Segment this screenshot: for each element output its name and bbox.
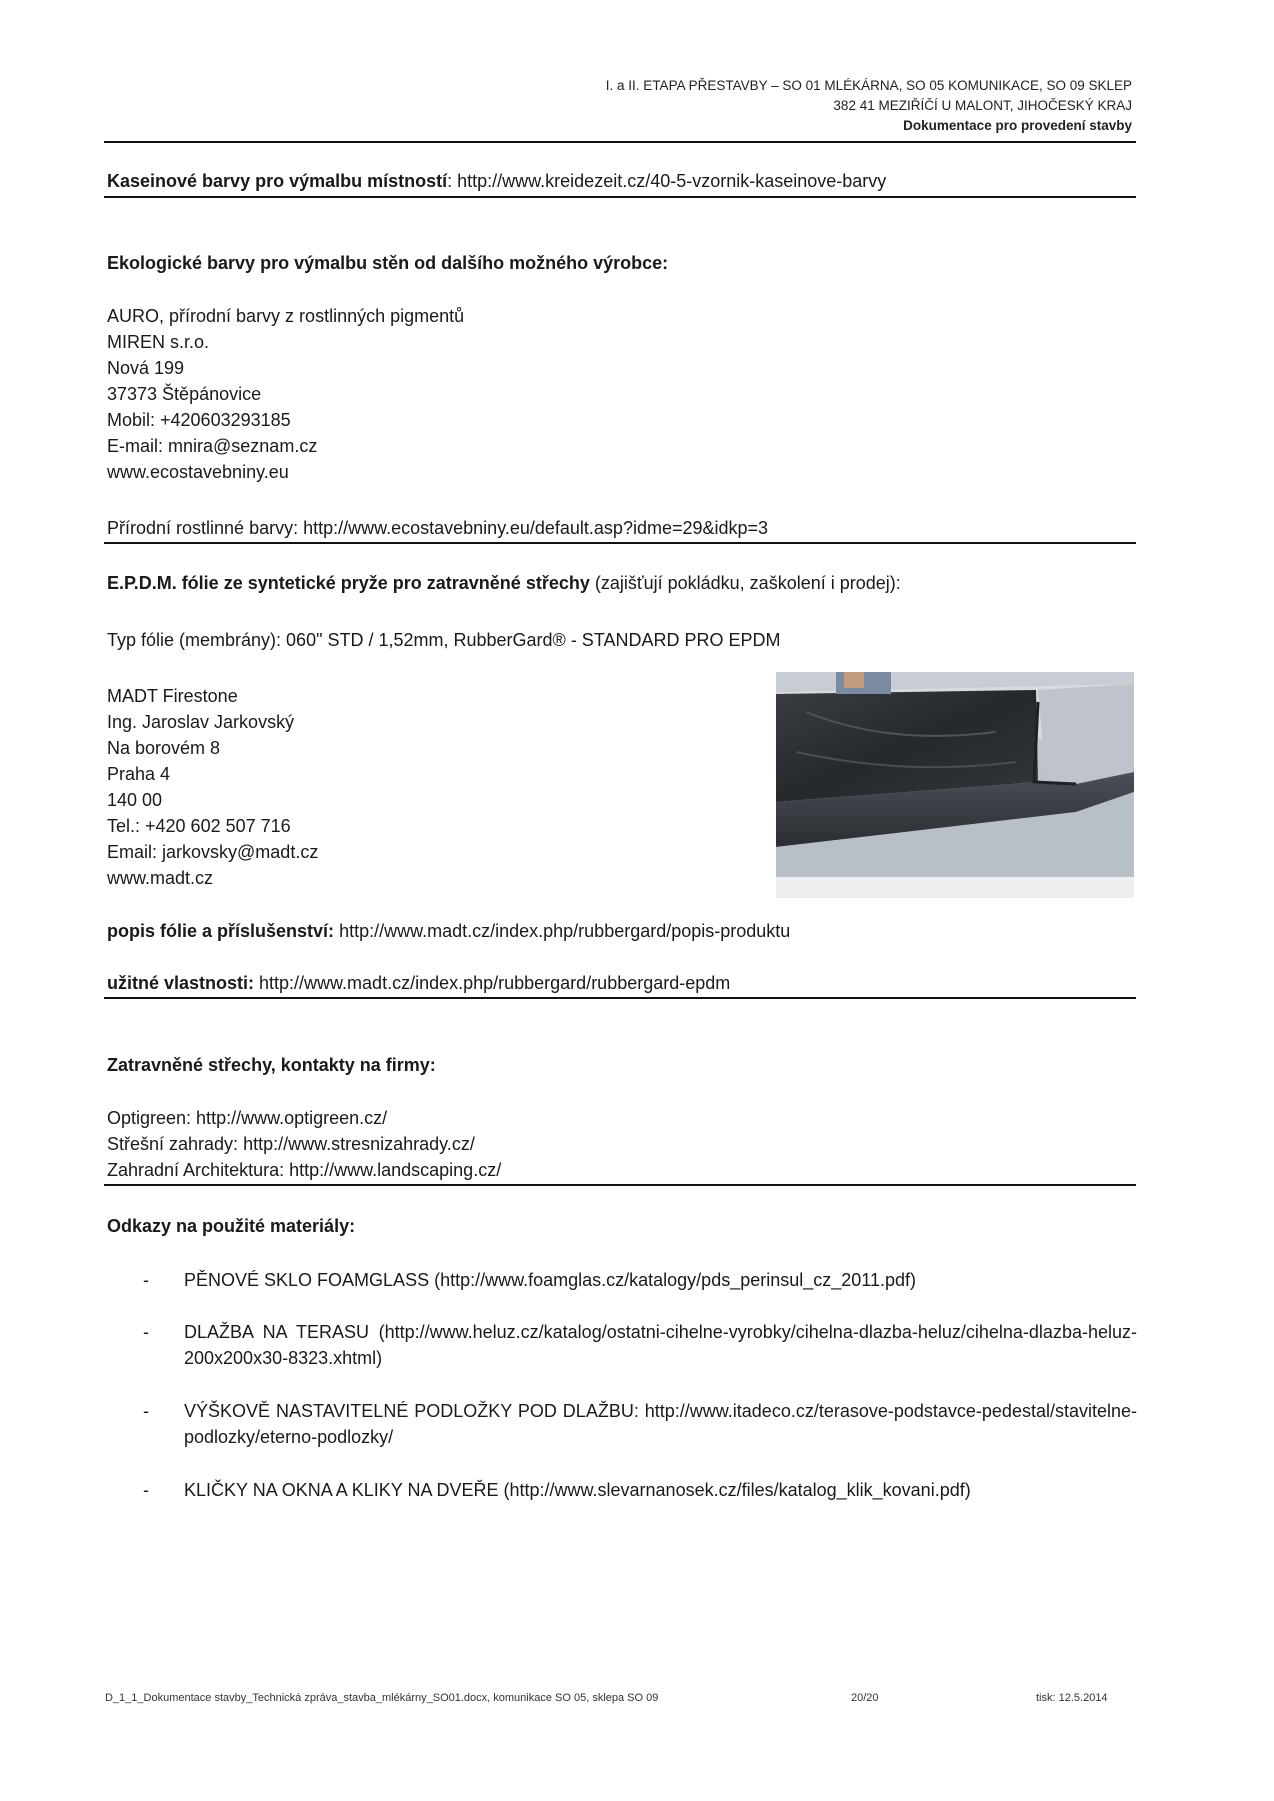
roof-company-line: Střešní zahrady: http://www.stresnizahrady.cz/ xyxy=(107,1134,475,1154)
material-item-text: PĚNOVÉ SKLO FOAMGLASS (http://www.foamglas.cz/katalogy/pds_perinsul_cz_2011.pdf) xyxy=(184,1270,916,1290)
contact-line: Ing. Jaroslav Jarkovský xyxy=(107,712,295,732)
epdm-roof-photo xyxy=(776,672,1134,898)
material-item xyxy=(107,1477,1137,1503)
contact-link[interactable]: www.madt.cz xyxy=(107,868,214,888)
epdm-heading: E.P.D.M. fólie ze syntetické pryže pro zatravněné střechy (zajišťují pokládku, zaškolení i prodej): xyxy=(107,573,901,593)
address-line: MIREN s.r.o. xyxy=(107,332,210,352)
contact-line: Na borovém 8 xyxy=(107,738,221,758)
header-address-line: 382 41 MEZIŘÍČÍ U MALONT, JIHOČESKÝ KRAJ xyxy=(833,98,1132,113)
material-item xyxy=(107,1319,1137,1371)
membrane-type-line: Typ fólie (membrány): 060" STD / 1,52mm, RubberGard® - STANDARD PRO EPDM xyxy=(107,630,781,650)
address-line: Mobil: +420603293185 xyxy=(107,410,291,430)
section-rule xyxy=(104,196,1136,198)
address-link[interactable]: www.ecostavebniny.eu xyxy=(107,462,289,482)
vlastnosti-label: užitné vlastnosti: xyxy=(107,973,255,993)
contact-line: Email: jarkovsky@madt.cz xyxy=(107,842,319,862)
contact-line: Praha 4 xyxy=(107,764,171,784)
kasein-line: Kaseinové barvy pro výmalbu místností: http://www.kreidezeit.cz/40-5-vzornik-kaseinove-barvy xyxy=(107,171,887,191)
natural-paints-line: Přírodní rostlinné barvy: http://www.ecostavebniny.eu/default.asp?idme=29&idkp=3 xyxy=(107,518,769,538)
bullet-dash: - xyxy=(143,1401,149,1421)
footer-print-date: tisk: 12.5.2014 xyxy=(1036,1692,1108,1704)
contact-line: 140 00 xyxy=(107,790,163,810)
material-item-text: DLAŽBA NA TERASU (http://www.heluz.cz/katalog/ostatni-cihelne-vyrobky/cihelna-dlazba-heluz/cihelna-dlazba-heluz-200x200x30-8323.xhtml) xyxy=(184,1322,1137,1368)
madt-contact-block xyxy=(107,683,318,891)
material-item-text: KLIČKY NA OKNA A KLIKY NA DVEŘE (http://www.slevarnanosek.cz/files/katalog_klik_kovani.pdf) xyxy=(184,1480,971,1500)
vlastnosti-line xyxy=(107,970,730,996)
kasein-url[interactable]: http://www.kreidezeit.cz/40-5-vzornik-kaseinove-barvy xyxy=(457,171,887,191)
address-line: 37373 Štěpánovice xyxy=(107,384,262,404)
header-rule xyxy=(104,141,1136,143)
materials-heading: Odkazy na použité materiály: xyxy=(107,1216,356,1236)
popis-url[interactable]: http://www.madt.cz/index.php/rubbergard/popis-produktu xyxy=(334,921,791,941)
eko-address-block xyxy=(107,303,464,485)
section-rule xyxy=(104,1184,1136,1186)
popis-label: popis fólie a příslušenství: xyxy=(107,921,335,941)
header-doc-type: Dokumentace pro provedení stavby xyxy=(903,118,1132,133)
address-line: AURO, přírodní barvy z rostlinných pigmentů xyxy=(107,306,465,326)
eko-heading: Ekologické barvy pro výmalbu stěn od dalšího možného výrobce: xyxy=(107,253,669,273)
contact-line: MADT Firestone xyxy=(107,686,238,706)
kasein-label: Kaseinové barvy pro výmalbu místností xyxy=(107,171,448,191)
roofs-heading: Zatravněné střechy, kontakty na firmy: xyxy=(107,1055,436,1075)
address-line: E-mail: mnira@seznam.cz xyxy=(107,436,318,456)
roof-company-line: Zahradní Architektura: http://www.landscaping.cz/ xyxy=(107,1160,502,1180)
footer-page-number: 20/20 xyxy=(851,1692,879,1704)
section-rule xyxy=(104,997,1136,999)
header-project-line: I. a II. ETAPA PŘESTAVBY – SO 01 MLÉKÁRNA, SO 05 KOMUNIKACE, SO 09 SKLEP xyxy=(605,78,1132,93)
roof-company-line: Optigreen: http://www.optigreen.cz/ xyxy=(107,1108,388,1128)
roofs-list xyxy=(107,1105,501,1183)
page-header xyxy=(372,76,1132,136)
material-item xyxy=(107,1267,1137,1293)
bullet-dash: - xyxy=(143,1270,149,1290)
address-line: Nová 199 xyxy=(107,358,185,378)
material-item-text: VÝŠKOVĚ NASTAVITELNÉ PODLOŽKY POD DLAŽBU: http://www.itadeco.cz/terasove-podstavce-pedestal/stavitelne-podlozky/eterno-podlozky/ xyxy=(184,1401,1137,1447)
section-rule xyxy=(104,542,1136,544)
popis-line xyxy=(107,918,790,944)
bullet-dash: - xyxy=(143,1480,149,1500)
vlastnosti-url[interactable]: http://www.madt.cz/index.php/rubbergard/rubbergard-epdm xyxy=(254,973,731,993)
material-item xyxy=(107,1398,1137,1450)
bullet-dash: - xyxy=(143,1322,149,1342)
contact-line: Tel.: +420 602 507 716 xyxy=(107,816,291,836)
footer-filename: D_1_1_Dokumentace stavby_Technická zpráva_stavba_mlékárny_SO01.docx, komunikace SO 05, sklepa SO 09 xyxy=(105,1692,659,1704)
